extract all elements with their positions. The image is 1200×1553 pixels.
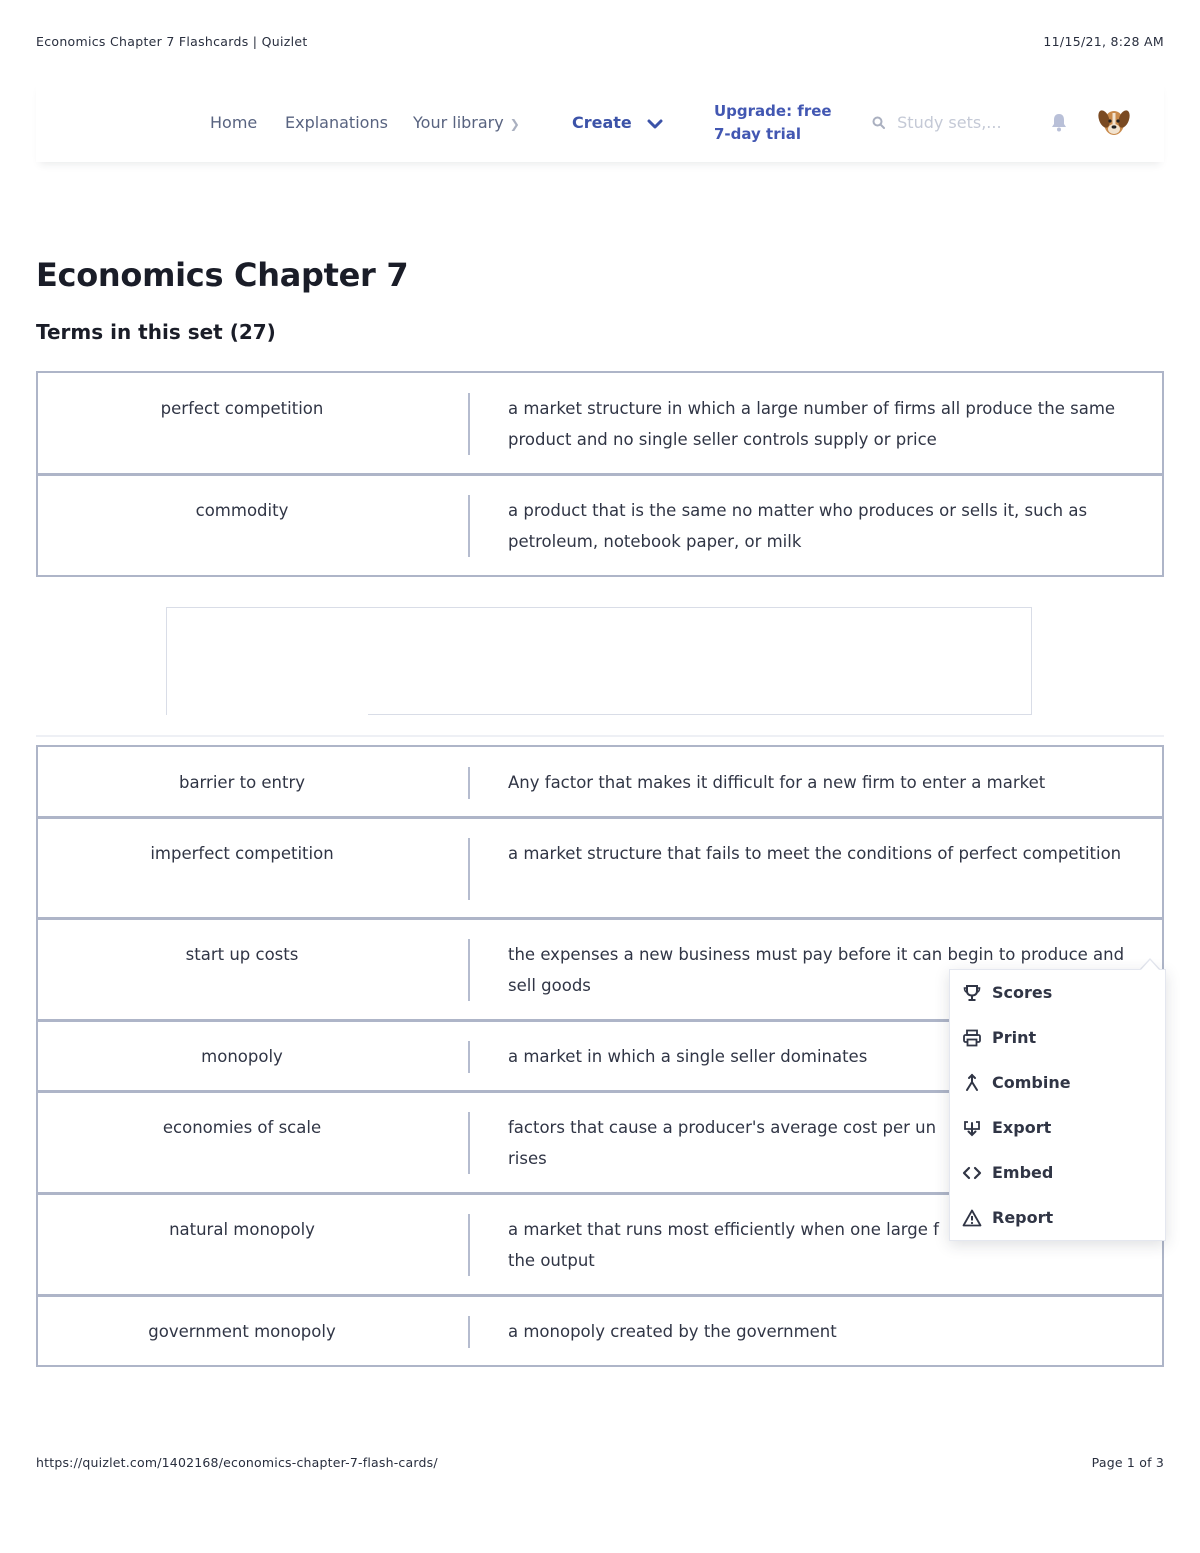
flashcard-definition: a market structure that fails to meet the conditions of perfect competition (508, 844, 1122, 863)
trophy-icon (962, 983, 982, 1003)
flashcard-term: economies of scale (162, 1118, 322, 1137)
flashcard-definition: factors that cause a producer's average cost per un rises (508, 1118, 937, 1168)
flashcard-term: perfect competition (160, 399, 324, 418)
flashcard-row[interactable] (36, 816, 1164, 919)
flashcard-definition: the expenses a new business must pay before it can begin to produce and sell goods (508, 945, 1125, 995)
flashcard-row[interactable] (36, 371, 1164, 475)
term-definition-divider (468, 939, 470, 1001)
notifications-bell-icon[interactable] (1050, 112, 1068, 137)
top-navigation-bar (36, 80, 1164, 162)
term-definition-divider (468, 1112, 470, 1174)
flashcard-definition: a market that runs most efficiently when one large f the output (508, 1220, 939, 1270)
search-placeholder: Study sets,... (897, 113, 1002, 132)
term-definition-divider (468, 495, 470, 557)
term-definition-divider (468, 838, 470, 900)
flashcard-list (36, 371, 1164, 577)
term-definition-divider (468, 1041, 470, 1073)
nav-home-link[interactable]: Home (210, 113, 258, 132)
term-definition-divider (468, 1316, 470, 1348)
term-definition-divider (468, 1214, 470, 1276)
flashcard-term: barrier to entry (178, 773, 306, 792)
flashcard-row[interactable] (36, 473, 1164, 577)
upgrade-free-trial-link[interactable] (714, 100, 844, 146)
flashcard-row[interactable] (36, 1294, 1164, 1367)
flashcard-definition: a market in which a single seller dominates (508, 1047, 868, 1066)
term-definition-divider (468, 393, 470, 455)
flashcard-row[interactable] (36, 745, 1164, 818)
menu-item-export-label: Export (992, 1118, 1052, 1137)
terms-count-heading: Terms in this set (27) (36, 320, 276, 344)
flashcard-definition: a monopoly created by the government (508, 1322, 837, 1341)
menu-item-print-label: Print (992, 1028, 1037, 1047)
search-icon (872, 117, 889, 132)
print-footer-page-number: Page 1 of 3 (1091, 1455, 1164, 1470)
nav-your-library-dropdown[interactable] (413, 113, 520, 132)
warning-triangle-icon (962, 1208, 982, 1228)
flashcard-term: start up costs (185, 945, 299, 964)
menu-item-embed[interactable] (962, 1162, 1053, 1186)
menu-item-export[interactable] (962, 1117, 1051, 1141)
menu-item-scores-label: Scores (992, 983, 1053, 1002)
flashcard-term: natural monopoly (169, 1220, 315, 1239)
menu-item-combine[interactable] (962, 1072, 1071, 1096)
upgrade-line-2: 7-day trial (714, 125, 802, 143)
chevron-down-icon (642, 116, 663, 132)
print-header-title: Economics Chapter 7 Flashcards | Quizlet (36, 34, 308, 49)
ad-placeholder (166, 607, 1032, 715)
flashcard-term: commodity (195, 501, 289, 520)
print-header (36, 34, 1164, 52)
menu-item-report[interactable] (962, 1207, 1053, 1231)
section-separator (36, 735, 1164, 737)
menu-pointer-fill (1140, 960, 1160, 971)
user-avatar[interactable] (1098, 105, 1130, 139)
code-brackets-icon (962, 1163, 982, 1183)
nav-your-library-label: Your library (413, 113, 504, 132)
term-definition-divider (468, 767, 470, 799)
chevron-down-icon: ❯ (509, 117, 520, 131)
menu-item-combine-label: Combine (992, 1073, 1071, 1092)
print-footer (36, 1455, 1164, 1473)
ad-placeholder-border (368, 714, 1032, 715)
nav-explanations-link[interactable]: Explanations (285, 113, 388, 132)
export-icon (962, 1118, 982, 1138)
nav-create-dropdown[interactable] (572, 113, 663, 132)
search-input[interactable] (872, 113, 1002, 132)
flashcard-definition: Any factor that makes it difficult for a new firm to enter a market (508, 773, 1046, 792)
nav-create-label: Create (572, 113, 632, 132)
printer-icon (962, 1028, 982, 1048)
menu-item-scores[interactable] (962, 982, 1052, 1006)
flashcard-term: government monopoly (148, 1322, 336, 1341)
flashcard-term: monopoly (201, 1047, 283, 1066)
print-footer-url: https://quizlet.com/1402168/economics-chapter-7-flash-cards/ (36, 1455, 438, 1470)
menu-item-print[interactable] (962, 1027, 1036, 1051)
flashcard-definition: a market structure in which a large number of firms all produce the same product and no single seller controls supply or price (508, 399, 1116, 449)
flashcard-definition: a product that is the same no matter who produces or sells it, such as petroleum, notebook paper, or milk (508, 501, 1088, 551)
flashcard-term: imperfect competition (150, 844, 334, 863)
merge-icon (962, 1073, 982, 1093)
menu-item-report-label: Report (992, 1208, 1054, 1227)
menu-item-embed-label: Embed (992, 1163, 1054, 1182)
upgrade-line-1: Upgrade: free (714, 102, 832, 120)
print-header-timestamp: 11/15/21, 8:28 AM (1043, 34, 1164, 49)
page-title: Economics Chapter 7 (36, 256, 409, 294)
set-options-menu (949, 969, 1166, 1241)
